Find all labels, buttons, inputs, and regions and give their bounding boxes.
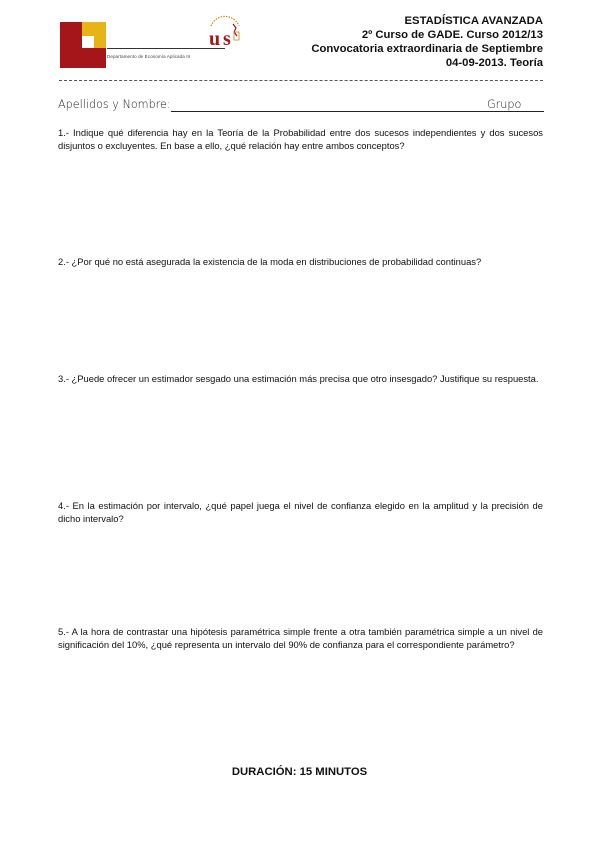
- name-row: [58, 98, 544, 114]
- question-1: 1.- Indique qué diferencia hay en la Teoría de la Probabilidad entre dos sucesos independientes y dos sucesos disjuntos o excluyentes. En base a ello, ¿qué relación hay entre ambos conceptos?: [58, 127, 543, 151]
- question-3: 3.- ¿Puede ofrecer un estimador sesgado una estimación más precisa que otro insesgado? Justifique su respuesta.: [58, 373, 539, 384]
- logo-white-notch: [82, 36, 94, 48]
- name-label: Apellidos y Nombre:: [58, 98, 171, 111]
- header-line-subject: ESTADÍSTICA AVANZADA: [404, 15, 543, 27]
- question-4: 4.- En la estimación por intervalo, ¿qué papel juega el nivel de confianza elegido en la amplitud y la precisión de dicho intervalo?: [58, 500, 543, 524]
- name-field[interactable]: [171, 111, 544, 112]
- department-name: Departamento de Economía Aplicada III: [107, 54, 191, 59]
- question-2: 2.- ¿Por qué no está asegurada la existencia de la moda en distribuciones de probabilidad continuas?: [58, 256, 482, 267]
- department-logo: [60, 22, 106, 68]
- group-field[interactable]: [523, 111, 537, 112]
- svg-text:s: s: [223, 28, 231, 50]
- svg-text:u: u: [209, 28, 221, 50]
- duration-note: DURACIÓN: 15 MINUTOS: [231, 766, 368, 778]
- header-line-course: 2º Curso de GADE. Curso 2012/13: [361, 29, 543, 41]
- university-seal-icon: [205, 12, 245, 52]
- group-label: Grupo: [487, 98, 522, 111]
- logo-red-base: [60, 48, 106, 68]
- exam-header: [311, 14, 543, 70]
- header-divider: [59, 80, 543, 81]
- question-5: 5.- A la hora de contrastar una hipótesis paramétrica simple frente a otra también paramétrica simple a un nivel de significación del 10%, ¿qué representa un intervalo del 90% de confianza para el correspondiente parámetro?: [58, 626, 543, 650]
- header-line-date: 04-09-2013. Teoría: [445, 57, 543, 69]
- header-line-session: Convocatoria extraordinaria de Septiembre: [311, 43, 543, 55]
